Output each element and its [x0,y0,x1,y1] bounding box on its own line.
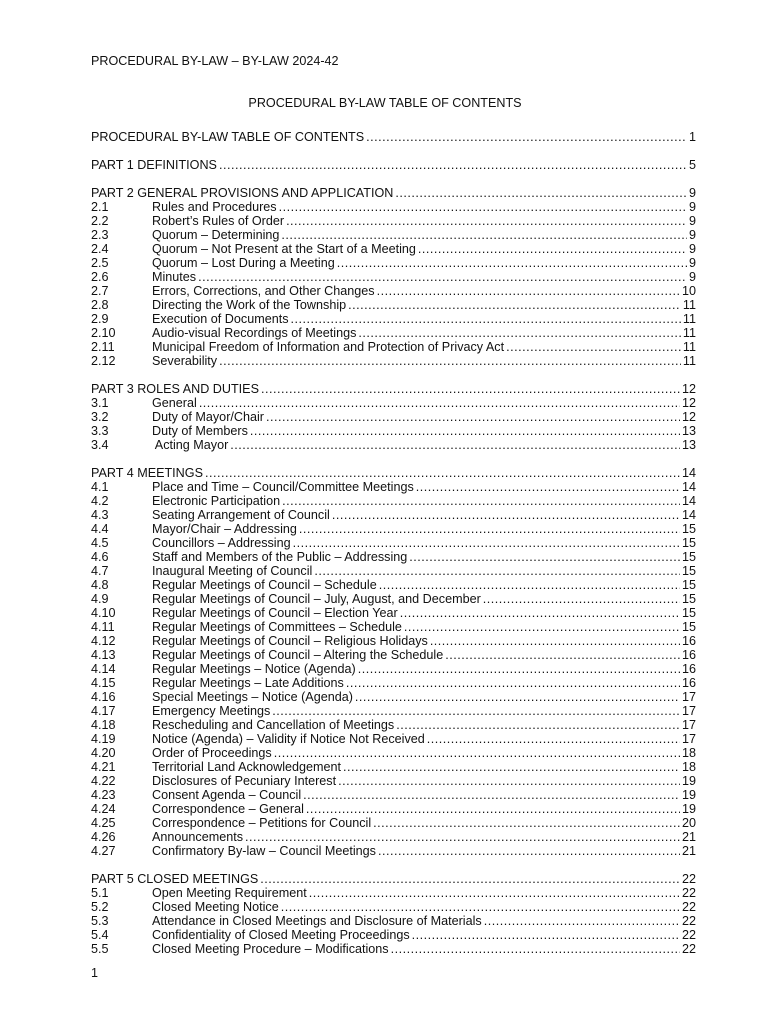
toc-entry-number: 2.3 [91,228,109,242]
toc-entry-page: 16 [681,662,696,676]
toc-entry-number: 4.25 [91,816,116,830]
toc-entry-number: 3.2 [91,410,109,424]
dot-leader [445,648,680,662]
toc-entry-page: 22 [681,886,696,900]
dot-leader [430,634,680,648]
toc-entry-page: 11 [682,354,696,368]
toc-entry[interactable] [91,312,696,326]
toc-entry[interactable] [91,410,696,424]
toc-entry-number: 2.10 [91,326,116,340]
toc-entry[interactable] [91,186,696,200]
dot-leader [396,718,680,732]
toc-entry[interactable] [91,494,696,508]
dot-leader [199,396,680,410]
toc-entry-label: Regular Meetings of Council – Schedule [152,578,377,592]
toc-entry-label: Duty of Mayor/Chair [152,410,264,424]
dot-leader [219,158,687,172]
toc-entry-page: 12 [681,396,696,410]
dot-leader [416,480,680,494]
toc-entry[interactable] [91,900,696,914]
toc-entry-page: 14 [681,480,696,494]
toc-entry-page: 14 [681,494,696,508]
dot-leader [348,298,681,312]
toc-entry-label: Inaugural Meeting of Council [152,564,313,578]
toc-entry-label: Open Meeting Requirement [152,886,307,900]
toc-entry[interactable] [91,550,696,564]
toc-entry-label: Closed Meeting Procedure – Modifications [152,942,389,956]
toc-entry[interactable] [91,928,696,942]
toc-entry-label: Mayor/Chair – Addressing [152,522,297,536]
toc-entry-label: Seating Arrangement of Council [152,508,330,522]
toc-entry[interactable] [91,522,696,536]
toc-entry-page: 15 [681,620,696,634]
toc-entry-page: 15 [681,550,696,564]
toc-entry-page: 11 [682,298,696,312]
toc-entry-label: Confirmatory By-law – Council Meetings [152,844,376,858]
toc-entry-label: Confidentiality of Closed Meeting Proceedings [152,928,410,942]
toc-entry-label: Regular Meetings of Council – Election Year [152,606,398,620]
dot-leader [506,340,681,354]
toc-entry[interactable] [91,872,696,886]
dot-leader [272,704,680,718]
toc-entry-label: Minutes [152,270,197,284]
toc-entry[interactable] [91,886,696,900]
dot-leader [418,242,687,256]
toc-entry-page: 5 [688,158,696,172]
toc-entry[interactable] [91,354,696,368]
dot-leader [293,536,680,550]
toc-entry-page: 11 [682,340,696,354]
dot-leader [279,200,687,214]
toc-entry-page: 19 [681,774,696,788]
toc-entry[interactable] [91,718,696,732]
dot-leader [484,914,680,928]
toc-entry-page: 16 [681,676,696,690]
toc-entry-page: 9 [688,214,696,228]
toc-entry-label: Councillors – Addressing [152,536,291,550]
toc-entry-label: Rules and Procedures [152,200,277,214]
toc-entry-label: Robert’s Rules of Order [152,214,285,228]
toc-entry-number: 2.4 [91,242,109,256]
toc-entry-label: Correspondence – Petitions for Council [152,816,372,830]
toc-entry-label: Severability [152,354,218,368]
toc-entry-number: 4.10 [91,606,116,620]
toc-entry[interactable] [91,592,696,606]
toc-entry-number: 4.19 [91,732,116,746]
toc-entry[interactable] [91,606,696,620]
dot-leader [332,508,680,522]
toc-entry[interactable] [91,760,696,774]
toc-entry-label: PART 1 DEFINITIONS [91,158,217,172]
toc-entry[interactable] [91,396,696,410]
toc-entry-number: 5.2 [91,900,109,914]
toc-entry-label: PART 5 CLOSED MEETINGS [91,872,259,886]
toc-entry-number: 5.1 [91,886,109,900]
toc-entry-label: Regular Meetings of Committees – Schedule [152,620,402,634]
toc-entry[interactable] [91,298,696,312]
toc-entry-number: 4.23 [91,788,116,802]
toc-entry-number: 4.3 [91,508,109,522]
dot-leader [427,732,680,746]
dot-leader [377,284,680,298]
toc-entry-page: 21 [681,830,696,844]
toc-entry[interactable] [91,914,696,928]
toc-entry-label: Regular Meetings of Council – Altering the Schedule [152,648,444,662]
dot-leader [303,788,680,802]
toc-entry[interactable] [91,242,696,256]
toc-entry-number: 3.3 [91,424,109,438]
toc-entry-label: Audio-visual Recordings of Meetings [152,326,357,340]
toc-entry-page: 16 [681,648,696,662]
dot-leader [261,382,680,396]
toc-entry-label: Directing the Work of the Township [152,298,347,312]
toc-entry-label: Acting Mayor [152,438,229,452]
toc-entry-page: 9 [688,200,696,214]
toc-entry-page: 14 [681,466,696,480]
toc-entry-page: 12 [681,382,696,396]
dot-leader [358,326,681,340]
toc-entry-label: PROCEDURAL BY-LAW TABLE OF CONTENTS [91,130,365,144]
toc-entry[interactable] [91,158,696,172]
toc-entry-page: 1 [688,130,696,144]
toc-entry-number: 2.7 [91,284,109,298]
toc-entry-number: 4.7 [91,564,109,578]
toc-entry-number: 4.5 [91,536,109,550]
toc-entry-page: 15 [681,592,696,606]
toc-entry-label: Territorial Land Acknowledgement [152,760,342,774]
dot-leader [281,900,680,914]
dot-leader [299,522,680,536]
toc-entry-number: 4.8 [91,578,109,592]
toc-entry[interactable] [91,326,696,340]
toc-entry-number: 4.11 [91,620,115,634]
dot-leader [395,186,687,200]
toc-entry-label: Regular Meetings of Council – July, August, and December [152,592,481,606]
toc-entry[interactable] [91,732,696,746]
toc-entry[interactable] [91,214,696,228]
toc-entry-page: 18 [681,746,696,760]
toc-entry-page: 15 [681,564,696,578]
toc-entry-label: Regular Meetings – Notice (Agenda) [152,662,356,676]
toc-entry-label: Staff and Members of the Public – Addressing [152,550,408,564]
dot-leader [266,410,680,424]
toc-entry-number: 5.3 [91,914,109,928]
toc-entry[interactable] [91,508,696,522]
dot-leader [346,676,680,690]
toc-entry-page: 9 [688,228,696,242]
dot-leader [400,606,680,620]
dot-leader [198,270,687,284]
toc-entry-page: 17 [681,704,696,718]
dot-leader [230,438,680,452]
toc-entry-label: Duty of Members [152,424,248,438]
toc-entry-number: 4.6 [91,550,109,564]
toc-entry-label: Regular Meetings – Late Additions [152,676,344,690]
toc-entry[interactable] [91,676,696,690]
dot-leader [306,802,680,816]
toc-entry[interactable] [91,284,696,298]
toc-entry-page: 15 [681,522,696,536]
dot-leader [379,578,680,592]
dot-leader [260,872,680,886]
dot-leader [366,130,687,144]
dot-leader [358,662,680,676]
dot-leader [282,494,680,508]
toc-entry-label: Execution of Documents [152,312,289,326]
toc-entry-label: Emergency Meetings [152,704,271,718]
dot-leader [483,592,680,606]
toc-entry-page: 15 [681,578,696,592]
toc-entry-number: 4.22 [91,774,116,788]
toc-entry-number: 2.8 [91,298,109,312]
toc-entry[interactable] [91,564,696,578]
toc-entry-number: 5.5 [91,942,109,956]
toc-entry-page: 16 [681,634,696,648]
toc-entry-label: Order of Proceedings [152,746,272,760]
toc-entry-label: Quorum – Determining [152,228,280,242]
toc-entry-number: 4.17 [91,704,116,718]
table-of-contents [91,130,696,956]
toc-entry[interactable] [91,424,696,438]
toc-entry-page: 22 [681,942,696,956]
toc-entry-number: 4.16 [91,690,116,704]
toc-entry[interactable] [91,340,696,354]
dot-leader [378,844,680,858]
dot-leader [291,312,681,326]
toc-entry-page: 14 [681,508,696,522]
toc-entry-number: 3.4 [91,438,109,452]
toc-entry-page: 12 [681,410,696,424]
toc-entry-number: 4.18 [91,718,116,732]
toc-entry-page: 11 [682,326,696,340]
toc-entry-number: 2.1 [91,200,109,214]
toc-entry[interactable] [91,578,696,592]
toc-entry-number: 4.13 [91,648,116,662]
toc-entry-number: 4.24 [91,802,116,816]
toc-entry-number: 4.26 [91,830,116,844]
toc-entry-label: Municipal Freedom of Information and Protection of Privacy Act [152,340,505,354]
toc-entry[interactable] [91,634,696,648]
dot-leader [274,746,680,760]
toc-entry-label: Rescheduling and Cancellation of Meetings [152,718,395,732]
toc-entry-number: 4.12 [91,634,116,648]
toc-entry-number: 3.1 [91,396,109,410]
toc-entry[interactable] [91,690,696,704]
toc-entry-label: General [152,396,197,410]
toc-entry-page: 17 [681,732,696,746]
toc-entry[interactable] [91,382,696,396]
dot-leader [355,690,680,704]
toc-entry[interactable] [91,130,696,144]
toc-entry-page: 9 [688,186,696,200]
toc-entry-page: 22 [681,914,696,928]
toc-entry[interactable] [91,788,696,802]
toc-entry-label: Electronic Participation [152,494,281,508]
toc-entry-number: 5.4 [91,928,109,942]
dot-leader [412,928,680,942]
dot-leader [250,424,680,438]
toc-entry[interactable] [91,270,696,284]
toc-entry-page: 19 [681,788,696,802]
toc-entry-page: 22 [681,928,696,942]
toc-entry-label: Errors, Corrections, and Other Changes [152,284,375,298]
toc-entry-page: 15 [681,536,696,550]
toc-entry-page: 13 [681,424,696,438]
toc-title: PROCEDURAL BY-LAW TABLE OF CONTENTS [248,96,522,110]
toc-entry-label: Special Meetings – Notice (Agenda) [152,690,353,704]
toc-entry[interactable] [91,802,696,816]
toc-entry[interactable] [91,830,696,844]
toc-entry[interactable] [91,438,696,452]
toc-entry[interactable] [91,466,696,480]
dot-leader [409,550,680,564]
toc-entry-page: 9 [688,270,696,284]
toc-entry-label: Correspondence – General [152,802,304,816]
toc-entry[interactable] [91,228,696,242]
toc-entry[interactable] [91,256,696,270]
toc-entry-page: 9 [688,242,696,256]
toc-entry-page: 17 [681,718,696,732]
toc-entry-number: 2.2 [91,214,109,228]
toc-entry[interactable] [91,480,696,494]
dot-leader [314,564,680,578]
toc-entry-number: 2.5 [91,256,109,270]
toc-entry-number: 4.9 [91,592,109,606]
toc-entry-number: 4.27 [91,844,116,858]
toc-entry[interactable] [91,942,696,956]
dot-leader [309,886,680,900]
dot-leader [338,774,680,788]
dot-leader [281,228,687,242]
toc-entry-number: 4.1 [91,480,109,494]
toc-entry-page: 13 [681,438,696,452]
toc-entry[interactable] [91,844,696,858]
toc-entry[interactable] [91,620,696,634]
toc-entry-number: 4.21 [91,760,116,774]
toc-entry-label: Disclosures of Pecuniary Interest [152,774,337,788]
toc-entry-label: Quorum – Not Present at the Start of a Meeting [152,242,416,256]
toc-entry-page: 19 [681,802,696,816]
toc-entry-label: Closed Meeting Notice [152,900,279,914]
toc-entry[interactable] [91,648,696,662]
toc-entry-page: 17 [681,690,696,704]
toc-entry[interactable] [91,200,696,214]
toc-entry-number: 2.6 [91,270,109,284]
toc-entry-label: Regular Meetings of Council – Religious Holidays [152,634,428,648]
toc-entry-label: Consent Agenda – Council [152,788,302,802]
dot-leader [404,620,680,634]
toc-entry[interactable] [91,704,696,718]
page-number: 1 [91,966,99,980]
dot-leader [337,256,687,270]
dot-leader [373,816,680,830]
toc-entry-label: Attendance in Closed Meetings and Disclosure of Materials [152,914,482,928]
toc-entry[interactable] [91,774,696,788]
toc-entry-page: 22 [681,872,696,886]
dot-leader [391,942,680,956]
dot-leader [205,466,680,480]
dot-leader [286,214,687,228]
toc-entry-number: 4.20 [91,746,116,760]
toc-entry[interactable] [91,536,696,550]
toc-entry[interactable] [91,662,696,676]
toc-entry-number: 2.9 [91,312,109,326]
toc-entry-label: Quorum – Lost During a Meeting [152,256,335,270]
toc-entry-page: 15 [681,606,696,620]
toc-entry-number: 2.11 [91,340,115,354]
toc-entry-page: 18 [681,760,696,774]
toc-entry-label: PART 4 MEETINGS [91,466,203,480]
toc-entry[interactable] [91,746,696,760]
toc-entry-page: 10 [681,284,696,298]
toc-entry[interactable] [91,816,696,830]
toc-entry-label: PART 2 GENERAL PROVISIONS AND APPLICATION [91,186,394,200]
dot-leader [245,830,680,844]
toc-entry-page: 22 [681,900,696,914]
toc-entry-number: 2.12 [91,354,116,368]
toc-entry-number: 4.4 [91,522,109,536]
toc-entry-label: Announcements [152,830,244,844]
running-header: PROCEDURAL BY-LAW – BY-LAW 2024-42 [91,54,339,68]
toc-entry-page: 21 [681,844,696,858]
toc-entry-number: 4.2 [91,494,109,508]
toc-entry-number: 4.14 [91,662,116,676]
dot-leader [343,760,680,774]
toc-entry-page: 11 [682,312,696,326]
toc-entry-label: Notice (Agenda) – Validity if Notice Not Received [152,732,425,746]
toc-entry-number: 4.15 [91,676,116,690]
toc-entry-label: Place and Time – Council/Committee Meetings [152,480,414,494]
toc-entry-page: 20 [681,816,696,830]
toc-entry-page: 9 [688,256,696,270]
dot-leader [219,354,681,368]
toc-entry-label: PART 3 ROLES AND DUTIES [91,382,259,396]
